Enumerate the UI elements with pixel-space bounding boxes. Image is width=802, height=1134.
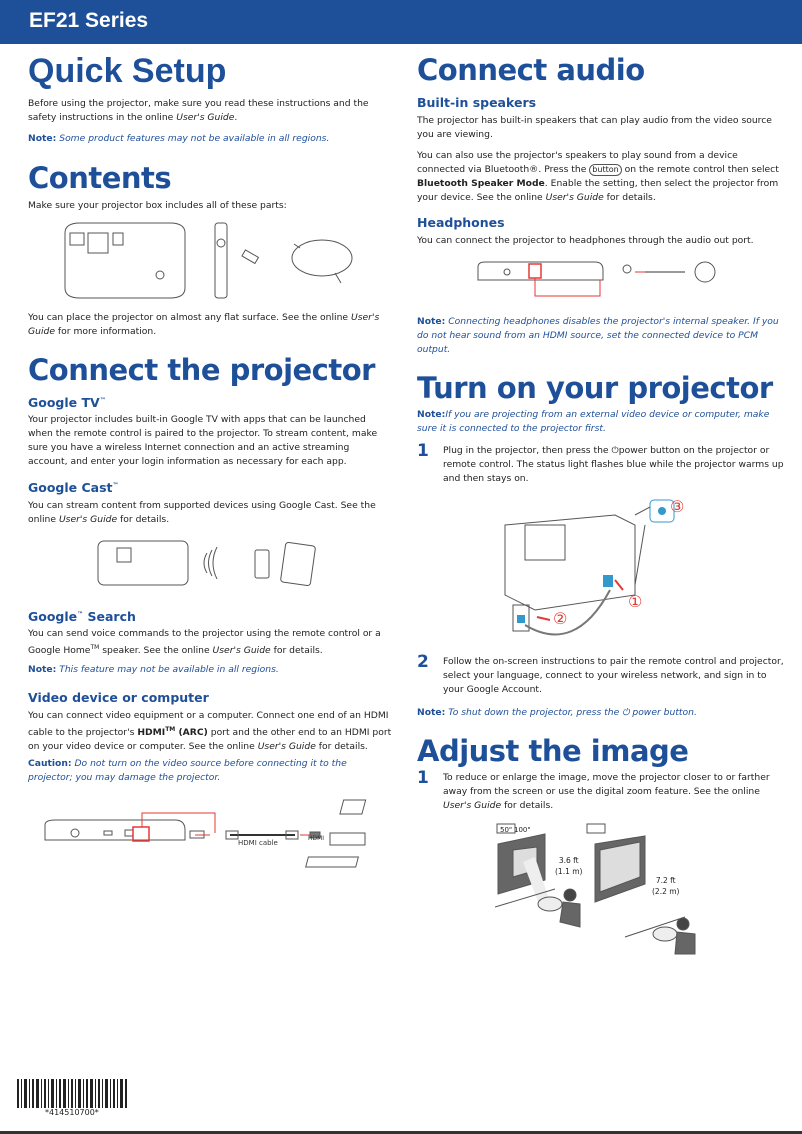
note-regions: Note: Some product features may not be available in all regions. — [28, 133, 330, 144]
contents-text: Make sure your projector box includes all of these parts: — [28, 200, 287, 211]
placement-text: You can place the projector on almost any flat surface. See the online User's Guide for more information. — [28, 312, 380, 337]
headphones-heading: Headphones — [417, 215, 505, 230]
shutdown-note: Note: To shut down the projector, press the ⏻ power button. — [417, 707, 697, 718]
google-cast-illustration — [95, 538, 335, 588]
distance-large: 7.2 ft (2.2 m) — [652, 876, 680, 896]
contents-heading: Contents — [28, 161, 172, 195]
caution-text: Caution: Do not turn on the video source before connecting it to the projector; you may damage the projector. — [28, 758, 347, 783]
step-number: 2 — [417, 652, 429, 672]
note-search: Note: This feature may not be available in all regions. — [28, 664, 279, 675]
google-tv-text: Your projector includes built-in Google TV with apps that can be launched when the remote control is paired to the projector. To stream content, make sure you have a wireless Internet connection and an active streaming account, and enter your login information as necessary for each app. — [28, 414, 378, 467]
turn-on-heading: Turn on your projector — [417, 371, 773, 405]
bluetooth-text: You can also use the projector's speakers to play sound from a device connected via Bluetooth®. Press the button on the remote control then select Bluetooth Speaker Mode. Enable the setting, then select the projector from your device. See the online User's Guide for details. — [417, 150, 779, 203]
hdmi-connection-diagram — [40, 795, 385, 885]
google-search-text: You can send voice commands to the projector using the remote control or a Google Home™ speaker. See the online User's Guide for details. — [28, 628, 381, 657]
distance-small: 3.6 ft (1.1 m) — [555, 856, 583, 876]
intro-text: Before using the projector, make sure you read these instructions and the safety instructions in the online User's Guide. — [28, 98, 369, 123]
barcode-number: *414510700* — [45, 1108, 99, 1117]
hdmi-cable-label: HDMI cable — [238, 839, 278, 847]
connect-audio-heading: Connect audio — [417, 53, 645, 87]
screen-size-small: 50" — [500, 826, 513, 834]
google-cast-heading: Google Cast™ — [28, 480, 119, 495]
speakers-text: The projector has built-in speakers that can play audio from the video source you are viewing. — [417, 115, 772, 140]
series-title: EF21 Series — [29, 9, 149, 32]
built-in-speakers-heading: Built-in speakers — [417, 95, 537, 110]
video-device-text: You can connect video equipment or a computer. Connect one end of an HDMI cable to the projector's HDMI™ (ARC) port and the other end to an HDMI port on your video device or computer. See the online User's Guide for details. — [28, 710, 392, 753]
turn-on-note: Note:If you are projecting from an external video device or computer, make sure it is connected to the projector first. — [417, 409, 770, 434]
google-cast-text: You can stream content from supported devices using Google Cast. See the online User's Guide for details. — [28, 500, 376, 525]
callout-3: ③ — [670, 497, 685, 516]
box-contents-illustration — [60, 218, 360, 303]
connect-projector-heading: Connect the projector — [28, 353, 375, 387]
google-tv-heading: Google TV™ — [28, 395, 106, 410]
video-device-heading: Video device or computer — [28, 690, 209, 705]
hdmi-label: HDMI — [308, 835, 325, 842]
header-bar — [0, 0, 802, 44]
step-number: 1 — [417, 768, 429, 788]
power-icon: ⏻ — [622, 707, 630, 718]
adjust-step-1: To reduce or enlarge the image, move the projector closer to or farther away from the screen or use the digital zoom feature. See the online User's Guide for details. — [443, 772, 770, 811]
step-number: 1 — [417, 441, 429, 461]
power-icon: ⏻ — [611, 445, 619, 456]
turn-on-step-1: Plug in the projector, then press the ⏻power button on the projector or remote control. The status light flashes blue while the projector warms up and then stays on. — [443, 445, 784, 484]
turn-on-step-2: Follow the on-screen instructions to pair the remote control and projector, select your language, connect to your wireless network, and sign in to your Google Account. — [443, 656, 784, 695]
adjust-image-heading: Adjust the image — [417, 734, 689, 768]
headphones-text: You can connect the projector to headphones through the audio out port. — [417, 235, 754, 246]
power-on-illustration — [495, 495, 700, 650]
headphones-diagram — [475, 252, 725, 302]
barcode — [17, 1079, 127, 1108]
page-title: Quick Setup — [28, 52, 227, 90]
callout-1: ① — [628, 592, 643, 611]
screen-size-large: 100" — [514, 826, 531, 834]
bluetooth-button-icon: button — [589, 164, 621, 176]
callout-2: ② — [553, 609, 568, 628]
google-search-heading: Google™ Search — [28, 609, 136, 624]
headphones-note: Note: Connecting headphones disables the projector's internal speaker. If you do not hear sound from an HDMI source, set the connected device to PCM output. — [417, 316, 779, 355]
